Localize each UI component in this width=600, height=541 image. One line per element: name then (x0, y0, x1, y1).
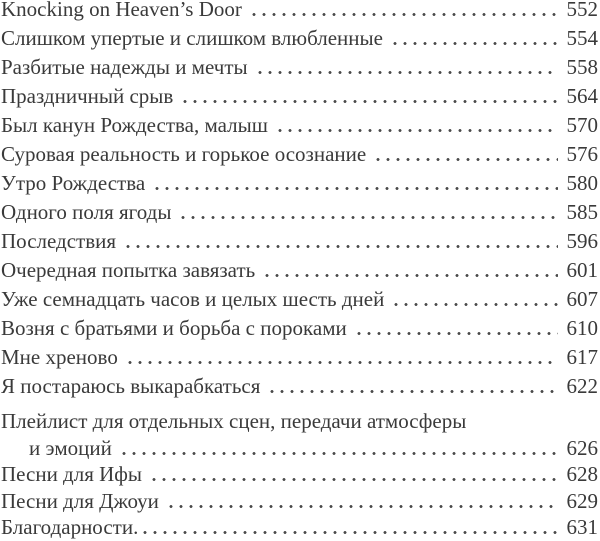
page-number: 626 (566, 435, 598, 460)
page-number: 622 (566, 374, 598, 398)
toc-entry (1, 198, 598, 227)
toc-entry (1, 285, 598, 314)
toc-entry-title: Благодарности. (1, 515, 139, 539)
dot-leader (140, 531, 558, 534)
dot-leader (262, 274, 558, 277)
page-number: 607 (566, 287, 598, 311)
dot-leader (255, 71, 558, 74)
page-number: 570 (566, 113, 598, 137)
toc-entry-title: Очередная попытка завязать (1, 258, 256, 282)
dot-leader (125, 361, 558, 364)
toc-entry-title: Песни для Джоуи (1, 488, 159, 513)
dot-leader (166, 505, 558, 508)
toc-entry (1, 24, 598, 53)
page-number: 554 (566, 26, 598, 50)
toc-entry (1, 372, 598, 401)
dot-leader (149, 478, 558, 481)
toc-entry (1, 140, 598, 169)
page-number: 610 (566, 316, 598, 340)
toc-entry (1, 256, 598, 285)
toc-entry (1, 169, 598, 198)
toc-entry (1, 461, 598, 488)
toc-entry-title-continuation: и эмоций (29, 435, 112, 460)
toc-entry-title: Последствия (1, 229, 117, 253)
page-number: 628 (566, 462, 598, 486)
page-number: 617 (566, 345, 598, 369)
toc-entry-title: Был канун Рождества, малыш (1, 113, 268, 137)
dot-leader (178, 216, 558, 219)
dot-leader (119, 452, 558, 455)
toc-entry (1, 111, 598, 140)
toc-entry-title: Праздничный срыв (1, 84, 174, 108)
dot-leader (267, 390, 558, 393)
toc-entry-title: Возня с братьями и борьба с пороками (1, 316, 347, 340)
toc-section-1 (1, 0, 598, 401)
page-number: 601 (566, 258, 598, 282)
toc-entry-title: Мне хреново (1, 345, 118, 369)
toc-entry (1, 314, 598, 343)
page-number: 585 (566, 200, 598, 224)
toc-entry-title: Слишком упертые и слишком влюбленные (1, 26, 383, 50)
page-number: 558 (566, 55, 598, 79)
toc-entry (1, 343, 598, 372)
dot-leader (391, 303, 558, 306)
toc-entry (1, 227, 598, 256)
toc-entry-title: Разбитые надежды и мечты (1, 55, 248, 79)
toc-entry-title: Knocking on Heaven’s Door (1, 0, 242, 21)
page-number: 629 (566, 488, 598, 513)
toc-entry (1, 82, 598, 111)
dot-leader (123, 245, 558, 248)
toc-entry (1, 0, 598, 24)
toc-entry-title: Я постараюсь выкарабкаться (1, 374, 261, 398)
dot-leader (373, 158, 558, 161)
toc-entry-title: Одного поля ягоды (1, 200, 172, 224)
dot-leader (354, 332, 558, 335)
toc-entry (1, 53, 598, 82)
toc-section-2 (1, 408, 598, 541)
page-number: 631 (566, 515, 598, 539)
dot-leader (180, 100, 558, 103)
dot-leader (152, 187, 558, 190)
toc-entry-title: Утро Рождества (1, 171, 146, 195)
toc-entry-title: Уже семнадцать часов и целых шесть дней (1, 287, 385, 311)
toc-entry-wrapped-line1 (1, 408, 598, 435)
page-number: 552 (566, 0, 598, 21)
toc-entry-title: Суровая реальность и горькое осознание (1, 142, 367, 166)
dot-leader (249, 13, 558, 16)
toc-entry-title: Песни для Ифы (1, 462, 143, 486)
toc-entry (1, 488, 598, 515)
page-number: 580 (566, 171, 598, 195)
page-number: 576 (566, 142, 598, 166)
page-number: 564 (566, 84, 598, 108)
page-number: 596 (566, 229, 598, 253)
toc-entry-wrapped-line2 (1, 435, 598, 462)
dot-leader (390, 42, 558, 45)
dot-leader (275, 129, 558, 132)
toc-entry-title: Плейлист для отдельных сцен, передачи атмосферы (1, 409, 467, 433)
